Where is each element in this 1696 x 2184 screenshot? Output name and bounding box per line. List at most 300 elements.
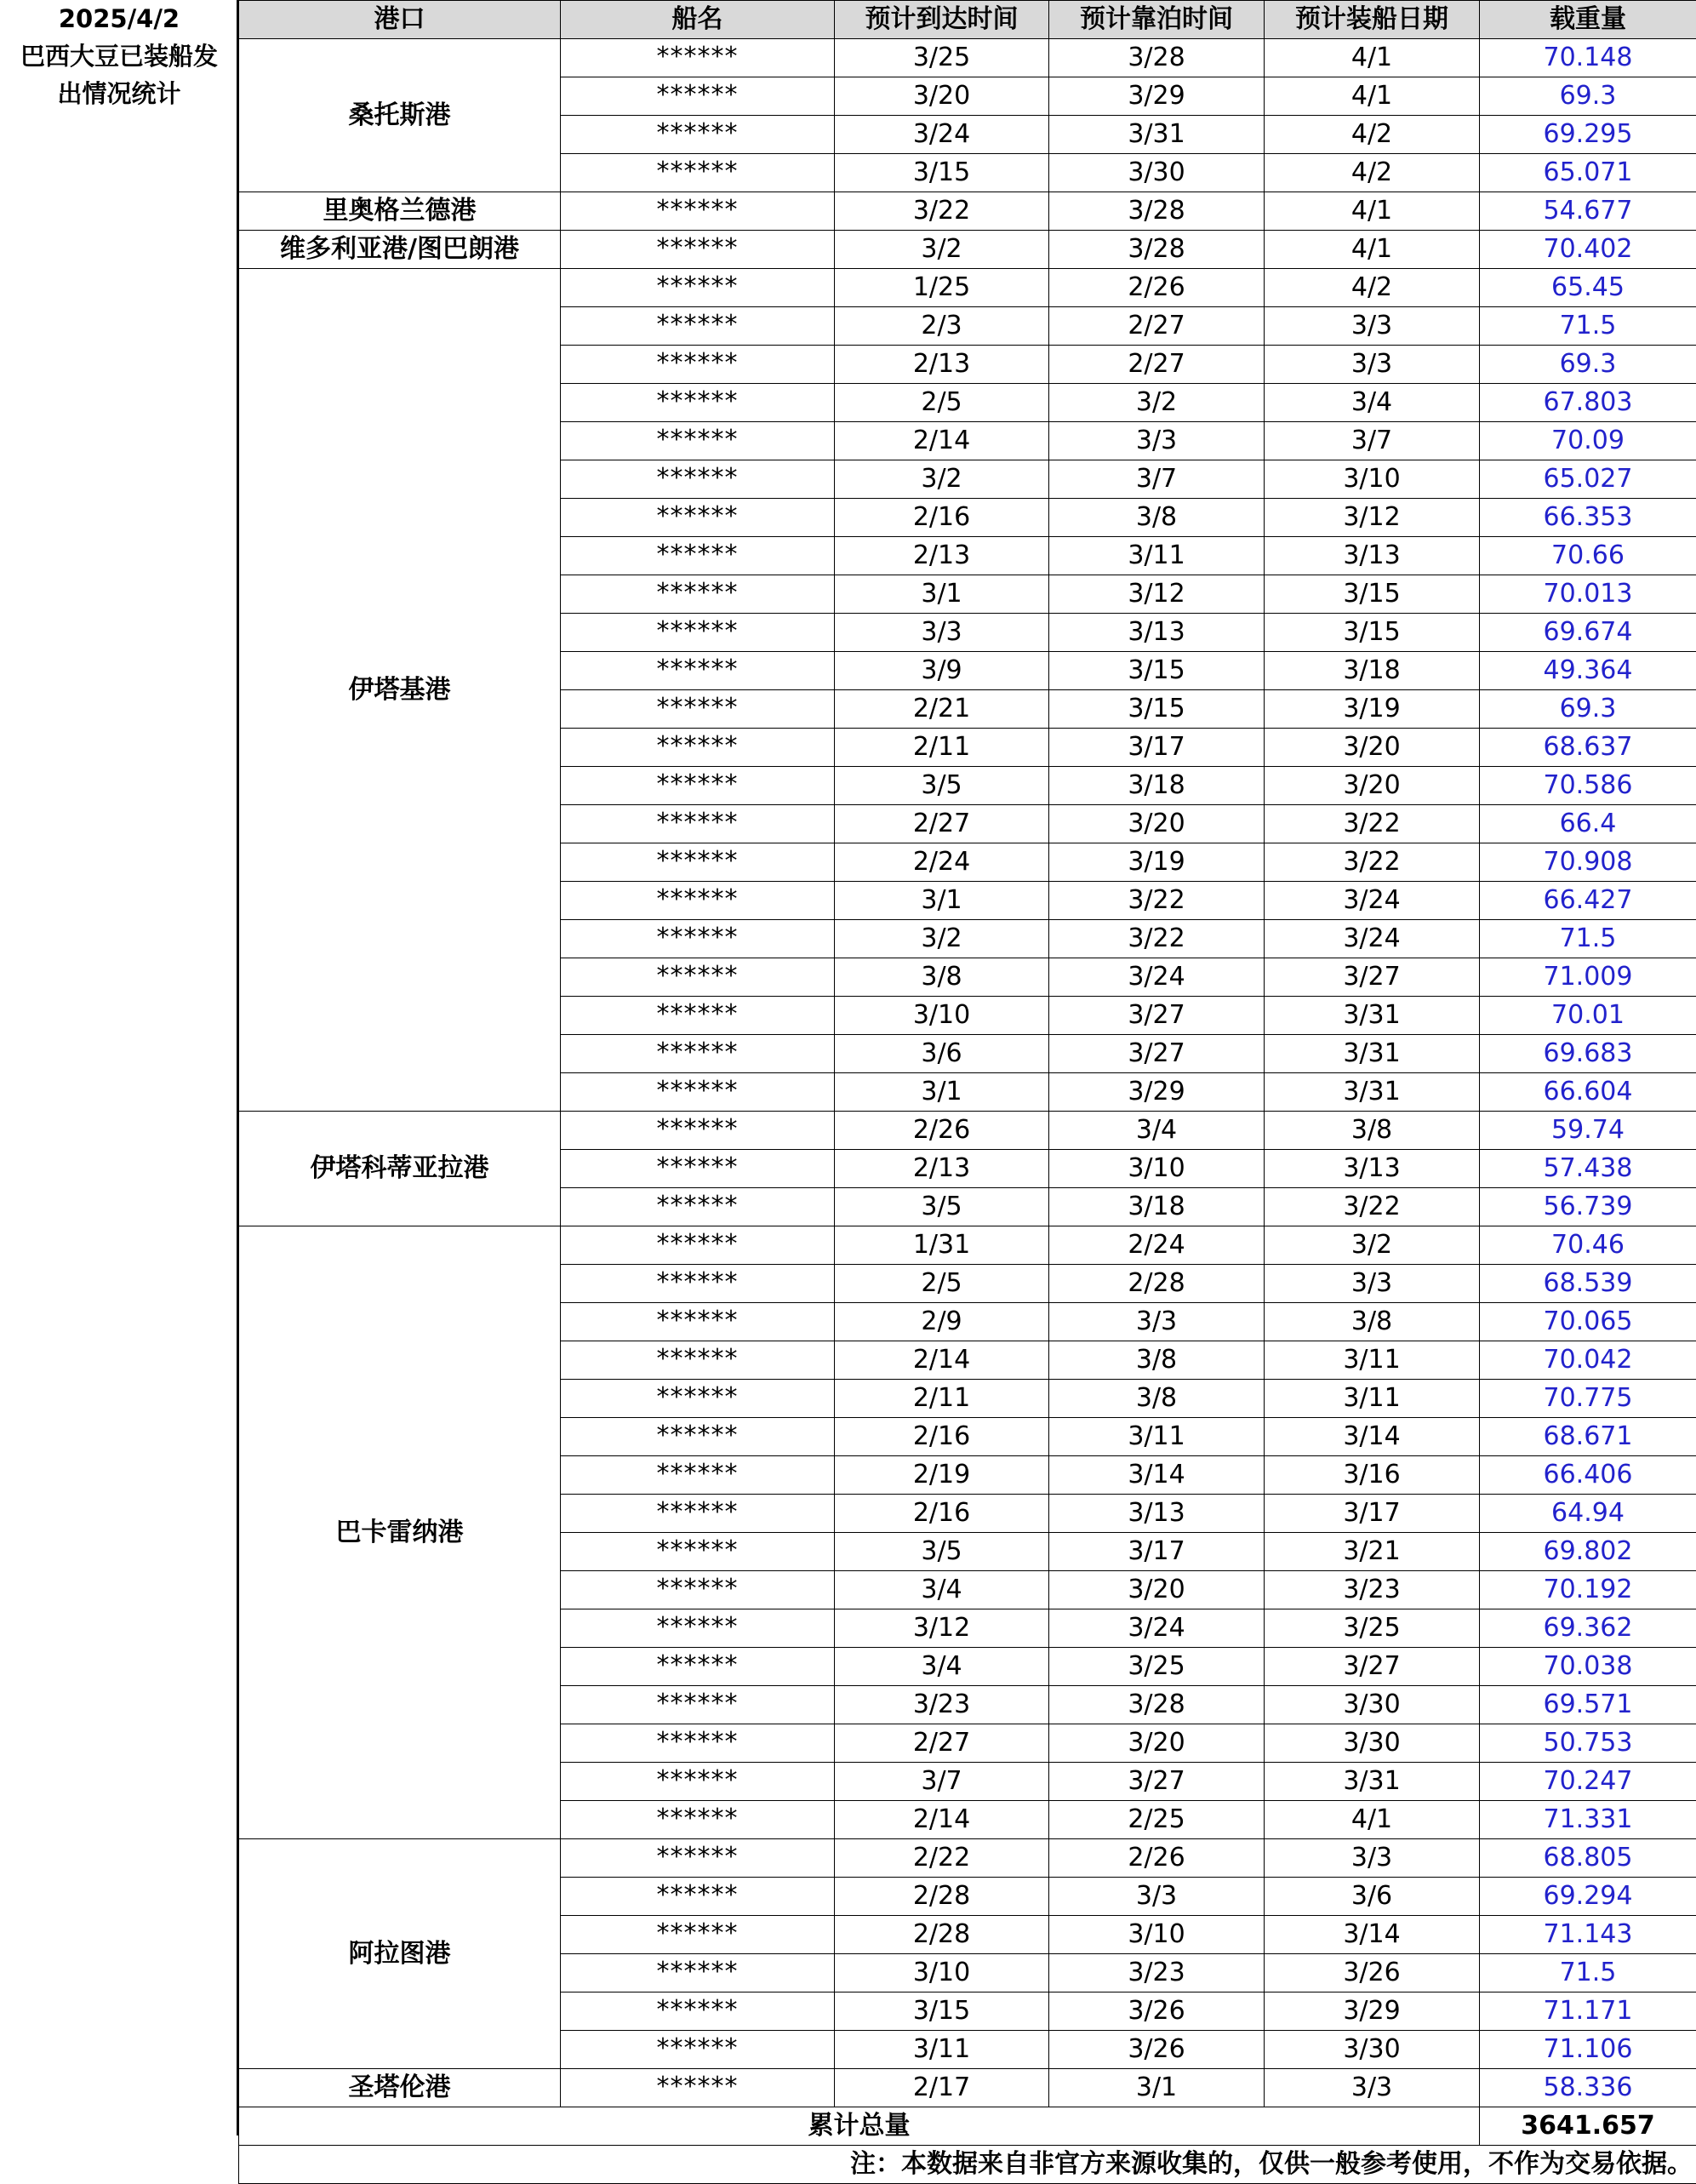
berth-time-cell: 3/15 xyxy=(1049,690,1265,729)
tonnage-cell: 70.908 xyxy=(1480,843,1696,882)
ship-name-cell: ****** xyxy=(561,1456,835,1495)
eta-cell: 2/16 xyxy=(835,1418,1049,1456)
tonnage-cell: 69.802 xyxy=(1480,1533,1696,1571)
table-row xyxy=(239,39,1696,77)
eta-cell: 2/9 xyxy=(835,1303,1049,1341)
tonnage-cell: 70.66 xyxy=(1480,537,1696,575)
eta-cell: 2/3 xyxy=(835,307,1049,346)
eta-cell: 2/27 xyxy=(835,805,1049,843)
berth-time-cell: 3/3 xyxy=(1049,422,1265,460)
berth-time-cell: 3/22 xyxy=(1049,882,1265,920)
loading-date-cell: 3/17 xyxy=(1265,1495,1480,1533)
eta-cell: 3/5 xyxy=(835,1188,1049,1226)
header-row xyxy=(239,1,1696,39)
loading-date-cell: 3/26 xyxy=(1265,1954,1480,1992)
table-row xyxy=(239,192,1696,231)
tonnage-cell: 70.402 xyxy=(1480,231,1696,269)
eta-cell: 3/1 xyxy=(835,575,1049,614)
port-cell: 里奥格兰德港 xyxy=(239,192,561,231)
tonnage-cell: 70.01 xyxy=(1480,997,1696,1035)
ship-name-cell: ****** xyxy=(561,1686,835,1724)
ship-name-cell: ****** xyxy=(561,154,835,192)
header-tonnage: 载重量 xyxy=(1480,1,1696,39)
ship-name-cell: ****** xyxy=(561,1724,835,1763)
eta-cell: 2/27 xyxy=(835,1724,1049,1763)
berth-time-cell: 3/27 xyxy=(1049,1763,1265,1801)
tonnage-cell: 69.295 xyxy=(1480,116,1696,154)
report-title-line1: 巴西大豆已装船发 xyxy=(0,37,238,75)
tonnage-cell: 71.143 xyxy=(1480,1916,1696,1954)
table-row xyxy=(239,231,1696,269)
tonnage-cell: 71.009 xyxy=(1480,958,1696,997)
berth-time-cell: 3/13 xyxy=(1049,1495,1265,1533)
eta-cell: 2/21 xyxy=(835,690,1049,729)
ship-name-cell: ****** xyxy=(561,1609,835,1648)
berth-time-cell: 3/2 xyxy=(1049,384,1265,422)
ship-name-cell: ****** xyxy=(561,1839,835,1878)
eta-cell: 2/24 xyxy=(835,843,1049,882)
tonnage-cell: 68.805 xyxy=(1480,1839,1696,1878)
berth-time-cell: 3/10 xyxy=(1049,1916,1265,1954)
tonnage-cell: 65.071 xyxy=(1480,154,1696,192)
berth-time-cell: 3/27 xyxy=(1049,1035,1265,1073)
ship-name-cell: ****** xyxy=(561,652,835,690)
eta-cell: 3/6 xyxy=(835,1035,1049,1073)
eta-cell: 3/23 xyxy=(835,1686,1049,1724)
tonnage-cell: 66.604 xyxy=(1480,1073,1696,1112)
eta-cell: 3/22 xyxy=(835,192,1049,231)
berth-time-cell: 3/24 xyxy=(1049,1609,1265,1648)
ship-name-cell: ****** xyxy=(561,614,835,652)
eta-cell: 3/24 xyxy=(835,116,1049,154)
ship-name-cell: ****** xyxy=(561,384,835,422)
eta-cell: 2/5 xyxy=(835,384,1049,422)
ship-name-cell: ****** xyxy=(561,460,835,499)
berth-time-cell: 3/24 xyxy=(1049,958,1265,997)
tonnage-cell: 68.637 xyxy=(1480,729,1696,767)
tonnage-cell: 70.775 xyxy=(1480,1380,1696,1418)
tonnage-cell: 57.438 xyxy=(1480,1150,1696,1188)
eta-cell: 2/11 xyxy=(835,1380,1049,1418)
berth-time-cell: 3/28 xyxy=(1049,231,1265,269)
loading-date-cell: 3/3 xyxy=(1265,1265,1480,1303)
table-row xyxy=(239,1226,1696,1265)
berth-time-cell: 3/29 xyxy=(1049,1073,1265,1112)
eta-cell: 3/9 xyxy=(835,652,1049,690)
ship-name-cell: ****** xyxy=(561,499,835,537)
ship-name-cell: ****** xyxy=(561,231,835,269)
tonnage-cell: 56.739 xyxy=(1480,1188,1696,1226)
loading-date-cell: 3/3 xyxy=(1265,1839,1480,1878)
berth-time-cell: 2/28 xyxy=(1049,1265,1265,1303)
ship-name-cell: ****** xyxy=(561,1341,835,1380)
tonnage-cell: 69.571 xyxy=(1480,1686,1696,1724)
berth-time-cell: 3/27 xyxy=(1049,997,1265,1035)
port-cell: 桑托斯港 xyxy=(239,39,561,192)
ship-name-cell: ****** xyxy=(561,843,835,882)
tonnage-cell: 70.038 xyxy=(1480,1648,1696,1686)
table-row xyxy=(239,269,1696,307)
loading-date-cell: 3/3 xyxy=(1265,346,1480,384)
ship-name-cell: ****** xyxy=(561,1916,835,1954)
eta-cell: 1/25 xyxy=(835,269,1049,307)
loading-date-cell: 3/3 xyxy=(1265,2069,1480,2107)
loading-date-cell: 3/10 xyxy=(1265,460,1480,499)
loading-date-cell: 3/19 xyxy=(1265,690,1480,729)
berth-time-cell: 3/20 xyxy=(1049,805,1265,843)
ship-name-cell: ****** xyxy=(561,537,835,575)
berth-time-cell: 2/26 xyxy=(1049,269,1265,307)
tonnage-cell: 69.362 xyxy=(1480,1609,1696,1648)
tonnage-cell: 68.539 xyxy=(1480,1265,1696,1303)
eta-cell: 2/19 xyxy=(835,1456,1049,1495)
tonnage-cell: 50.753 xyxy=(1480,1724,1696,1763)
ship-name-cell: ****** xyxy=(561,77,835,116)
ship-name-cell: ****** xyxy=(561,1533,835,1571)
port-cell: 伊塔科蒂亚拉港 xyxy=(239,1112,561,1226)
shipment-table xyxy=(238,0,1696,2184)
loading-date-cell: 3/16 xyxy=(1265,1456,1480,1495)
eta-cell: 3/25 xyxy=(835,39,1049,77)
eta-cell: 2/16 xyxy=(835,499,1049,537)
ship-name-cell: ****** xyxy=(561,1992,835,2031)
loading-date-cell: 3/6 xyxy=(1265,1878,1480,1916)
tonnage-cell: 58.336 xyxy=(1480,2069,1696,2107)
loading-date-cell: 3/24 xyxy=(1265,882,1480,920)
tonnage-cell: 59.74 xyxy=(1480,1112,1696,1150)
tonnage-cell: 71.171 xyxy=(1480,1992,1696,2031)
berth-time-cell: 3/30 xyxy=(1049,154,1265,192)
ship-name-cell: ****** xyxy=(561,1380,835,1418)
ship-name-cell: ****** xyxy=(561,1188,835,1226)
eta-cell: 3/11 xyxy=(835,2031,1049,2069)
tonnage-cell: 70.013 xyxy=(1480,575,1696,614)
berth-time-cell: 3/20 xyxy=(1049,1571,1265,1609)
berth-time-cell: 2/25 xyxy=(1049,1801,1265,1839)
berth-time-cell: 3/3 xyxy=(1049,1878,1265,1916)
ship-name-cell: ****** xyxy=(561,1571,835,1609)
ship-name-cell: ****** xyxy=(561,307,835,346)
eta-cell: 2/28 xyxy=(835,1916,1049,1954)
loading-date-cell: 3/11 xyxy=(1265,1341,1480,1380)
loading-date-cell: 3/27 xyxy=(1265,1648,1480,1686)
disclaimer-note: 注：本数据来自非官方来源收集的，仅供一般参考使用，不作为交易依据。 xyxy=(239,2146,1696,2184)
berth-time-cell: 3/20 xyxy=(1049,1724,1265,1763)
berth-time-cell: 3/18 xyxy=(1049,767,1265,805)
loading-date-cell: 3/31 xyxy=(1265,1763,1480,1801)
eta-cell: 3/2 xyxy=(835,231,1049,269)
ship-name-cell: ****** xyxy=(561,1954,835,1992)
tonnage-cell: 66.406 xyxy=(1480,1456,1696,1495)
loading-date-cell: 3/7 xyxy=(1265,422,1480,460)
eta-cell: 3/1 xyxy=(835,1073,1049,1112)
berth-time-cell: 3/23 xyxy=(1049,1954,1265,1992)
berth-time-cell: 3/14 xyxy=(1049,1456,1265,1495)
loading-date-cell: 3/21 xyxy=(1265,1533,1480,1571)
header-loading-date: 预计装船日期 xyxy=(1265,1,1480,39)
loading-date-cell: 3/30 xyxy=(1265,1686,1480,1724)
tonnage-cell: 69.3 xyxy=(1480,346,1696,384)
berth-time-cell: 3/31 xyxy=(1049,116,1265,154)
tonnage-cell: 71.5 xyxy=(1480,1954,1696,1992)
ship-name-cell: ****** xyxy=(561,575,835,614)
ship-name-cell: ****** xyxy=(561,882,835,920)
berth-time-cell: 3/1 xyxy=(1049,2069,1265,2107)
tonnage-cell: 71.5 xyxy=(1480,307,1696,346)
tonnage-cell: 69.683 xyxy=(1480,1035,1696,1073)
eta-cell: 1/31 xyxy=(835,1226,1049,1265)
berth-time-cell: 3/22 xyxy=(1049,920,1265,958)
eta-cell: 2/16 xyxy=(835,1495,1049,1533)
eta-cell: 3/5 xyxy=(835,767,1049,805)
ship-name-cell: ****** xyxy=(561,920,835,958)
eta-cell: 3/15 xyxy=(835,154,1049,192)
eta-cell: 2/26 xyxy=(835,1112,1049,1150)
berth-time-cell: 3/11 xyxy=(1049,537,1265,575)
port-cell: 伊塔基港 xyxy=(239,269,561,1112)
ship-name-cell: ****** xyxy=(561,997,835,1035)
eta-cell: 2/13 xyxy=(835,1150,1049,1188)
loading-date-cell: 3/2 xyxy=(1265,1226,1480,1265)
ship-name-cell: ****** xyxy=(561,2031,835,2069)
eta-cell: 3/7 xyxy=(835,1763,1049,1801)
tonnage-cell: 71.5 xyxy=(1480,920,1696,958)
berth-time-cell: 3/28 xyxy=(1049,39,1265,77)
loading-date-cell: 3/15 xyxy=(1265,575,1480,614)
loading-date-cell: 3/12 xyxy=(1265,499,1480,537)
loading-date-cell: 3/8 xyxy=(1265,1303,1480,1341)
table-row xyxy=(239,1112,1696,1150)
loading-date-cell: 3/11 xyxy=(1265,1380,1480,1418)
tonnage-cell: 70.065 xyxy=(1480,1303,1696,1341)
report-title-line2: 出情况统计 xyxy=(0,75,238,112)
tonnage-cell: 64.94 xyxy=(1480,1495,1696,1533)
tonnage-cell: 71.106 xyxy=(1480,2031,1696,2069)
eta-cell: 3/10 xyxy=(835,997,1049,1035)
berth-time-cell: 2/27 xyxy=(1049,346,1265,384)
tonnage-cell: 67.803 xyxy=(1480,384,1696,422)
eta-cell: 3/4 xyxy=(835,1571,1049,1609)
berth-time-cell: 3/8 xyxy=(1049,1341,1265,1380)
eta-cell: 3/15 xyxy=(835,1992,1049,2031)
berth-time-cell: 3/28 xyxy=(1049,192,1265,231)
loading-date-cell: 3/22 xyxy=(1265,843,1480,882)
eta-cell: 2/11 xyxy=(835,729,1049,767)
tonnage-cell: 69.674 xyxy=(1480,614,1696,652)
berth-time-cell: 3/25 xyxy=(1049,1648,1265,1686)
berth-time-cell: 3/8 xyxy=(1049,499,1265,537)
tonnage-cell: 54.677 xyxy=(1480,192,1696,231)
eta-cell: 3/3 xyxy=(835,614,1049,652)
berth-time-cell: 3/18 xyxy=(1049,1188,1265,1226)
berth-time-cell: 3/17 xyxy=(1049,729,1265,767)
loading-date-cell: 4/1 xyxy=(1265,39,1480,77)
loading-date-cell: 3/15 xyxy=(1265,614,1480,652)
table-row xyxy=(239,1839,1696,1878)
berth-time-cell: 3/7 xyxy=(1049,460,1265,499)
ship-name-cell: ****** xyxy=(561,729,835,767)
eta-cell: 2/17 xyxy=(835,2069,1049,2107)
eta-cell: 3/4 xyxy=(835,1648,1049,1686)
tonnage-cell: 70.192 xyxy=(1480,1571,1696,1609)
ship-name-cell: ****** xyxy=(561,1112,835,1150)
ship-name-cell: ****** xyxy=(561,116,835,154)
report-date: 2025/4/2 xyxy=(0,0,238,37)
header-ship-name: 船名 xyxy=(561,1,835,39)
berth-time-cell: 3/15 xyxy=(1049,652,1265,690)
berth-time-cell: 3/13 xyxy=(1049,614,1265,652)
table-row xyxy=(239,2069,1696,2107)
loading-date-cell: 3/22 xyxy=(1265,805,1480,843)
loading-date-cell: 3/20 xyxy=(1265,767,1480,805)
tonnage-cell: 68.671 xyxy=(1480,1418,1696,1456)
loading-date-cell: 4/1 xyxy=(1265,192,1480,231)
ship-name-cell: ****** xyxy=(561,1763,835,1801)
loading-date-cell: 3/8 xyxy=(1265,1112,1480,1150)
eta-cell: 3/12 xyxy=(835,1609,1049,1648)
loading-date-cell: 4/1 xyxy=(1265,1801,1480,1839)
tonnage-cell: 70.247 xyxy=(1480,1763,1696,1801)
loading-date-cell: 3/4 xyxy=(1265,384,1480,422)
loading-date-cell: 4/1 xyxy=(1265,77,1480,116)
berth-time-cell: 3/8 xyxy=(1049,1380,1265,1418)
ship-name-cell: ****** xyxy=(561,1035,835,1073)
ship-name-cell: ****** xyxy=(561,269,835,307)
ship-name-cell: ****** xyxy=(561,1801,835,1839)
ship-name-cell: ****** xyxy=(561,1878,835,1916)
berth-time-cell: 3/11 xyxy=(1049,1418,1265,1456)
tonnage-cell: 70.148 xyxy=(1480,39,1696,77)
loading-date-cell: 3/30 xyxy=(1265,2031,1480,2069)
loading-date-cell: 3/23 xyxy=(1265,1571,1480,1609)
ship-name-cell: ****** xyxy=(561,767,835,805)
ship-name-cell: ****** xyxy=(561,1418,835,1456)
loading-date-cell: 3/24 xyxy=(1265,920,1480,958)
berth-time-cell: 3/4 xyxy=(1049,1112,1265,1150)
header-port: 港口 xyxy=(239,1,561,39)
total-label: 累计总量 xyxy=(239,2107,1480,2146)
report-title xyxy=(0,0,238,2135)
ship-name-cell: ****** xyxy=(561,690,835,729)
eta-cell: 2/22 xyxy=(835,1839,1049,1878)
tonnage-cell: 70.586 xyxy=(1480,767,1696,805)
loading-date-cell: 4/2 xyxy=(1265,269,1480,307)
eta-cell: 2/13 xyxy=(835,346,1049,384)
eta-cell: 3/2 xyxy=(835,460,1049,499)
ship-name-cell: ****** xyxy=(561,192,835,231)
tonnage-cell: 66.427 xyxy=(1480,882,1696,920)
total-row xyxy=(239,2107,1696,2146)
eta-cell: 2/5 xyxy=(835,1265,1049,1303)
berth-time-cell: 3/26 xyxy=(1049,1992,1265,2031)
tonnage-cell: 69.3 xyxy=(1480,690,1696,729)
berth-time-cell: 2/26 xyxy=(1049,1839,1265,1878)
ship-name-cell: ****** xyxy=(561,958,835,997)
eta-cell: 3/8 xyxy=(835,958,1049,997)
berth-time-cell: 3/3 xyxy=(1049,1303,1265,1341)
eta-cell: 3/1 xyxy=(835,882,1049,920)
berth-time-cell: 3/28 xyxy=(1049,1686,1265,1724)
eta-cell: 2/14 xyxy=(835,1801,1049,1839)
ship-name-cell: ****** xyxy=(561,1648,835,1686)
port-cell: 圣塔伦港 xyxy=(239,2069,561,2107)
berth-time-cell: 3/29 xyxy=(1049,77,1265,116)
loading-date-cell: 3/3 xyxy=(1265,307,1480,346)
berth-time-cell: 3/10 xyxy=(1049,1150,1265,1188)
tonnage-cell: 66.4 xyxy=(1480,805,1696,843)
eta-cell: 2/14 xyxy=(835,422,1049,460)
header-berth-time: 预计靠泊时间 xyxy=(1049,1,1265,39)
eta-cell: 3/10 xyxy=(835,1954,1049,1992)
loading-date-cell: 3/22 xyxy=(1265,1188,1480,1226)
loading-date-cell: 3/14 xyxy=(1265,1916,1480,1954)
loading-date-cell: 3/13 xyxy=(1265,537,1480,575)
ship-name-cell: ****** xyxy=(561,1150,835,1188)
tonnage-cell: 69.3 xyxy=(1480,77,1696,116)
loading-date-cell: 3/25 xyxy=(1265,1609,1480,1648)
tonnage-cell: 65.027 xyxy=(1480,460,1696,499)
ship-name-cell: ****** xyxy=(561,346,835,384)
tonnage-cell: 70.042 xyxy=(1480,1341,1696,1380)
ship-name-cell: ****** xyxy=(561,1073,835,1112)
ship-name-cell: ****** xyxy=(561,1265,835,1303)
berth-time-cell: 3/19 xyxy=(1049,843,1265,882)
ship-name-cell: ****** xyxy=(561,422,835,460)
eta-cell: 2/28 xyxy=(835,1878,1049,1916)
tonnage-cell: 49.364 xyxy=(1480,652,1696,690)
tonnage-cell: 71.331 xyxy=(1480,1801,1696,1839)
tonnage-cell: 65.45 xyxy=(1480,269,1696,307)
ship-name-cell: ****** xyxy=(561,1226,835,1265)
eta-cell: 3/5 xyxy=(835,1533,1049,1571)
port-cell: 阿拉图港 xyxy=(239,1839,561,2069)
eta-cell: 2/14 xyxy=(835,1341,1049,1380)
loading-date-cell: 3/29 xyxy=(1265,1992,1480,2031)
berth-time-cell: 3/12 xyxy=(1049,575,1265,614)
berth-time-cell: 3/17 xyxy=(1049,1533,1265,1571)
header-eta: 预计到达时间 xyxy=(835,1,1049,39)
ship-name-cell: ****** xyxy=(561,1495,835,1533)
loading-date-cell: 3/20 xyxy=(1265,729,1480,767)
tonnage-cell: 66.353 xyxy=(1480,499,1696,537)
ship-name-cell: ****** xyxy=(561,1303,835,1341)
ship-name-cell: ****** xyxy=(561,805,835,843)
loading-date-cell: 4/1 xyxy=(1265,231,1480,269)
tonnage-cell: 69.294 xyxy=(1480,1878,1696,1916)
berth-time-cell: 2/24 xyxy=(1049,1226,1265,1265)
loading-date-cell: 3/13 xyxy=(1265,1150,1480,1188)
eta-cell: 3/2 xyxy=(835,920,1049,958)
loading-date-cell: 3/31 xyxy=(1265,1073,1480,1112)
loading-date-cell: 3/30 xyxy=(1265,1724,1480,1763)
port-cell: 巴卡雷纳港 xyxy=(239,1226,561,1839)
tonnage-cell: 70.09 xyxy=(1480,422,1696,460)
note-row xyxy=(239,2146,1696,2184)
loading-date-cell: 3/18 xyxy=(1265,652,1480,690)
tonnage-cell: 70.46 xyxy=(1480,1226,1696,1265)
loading-date-cell: 3/31 xyxy=(1265,997,1480,1035)
eta-cell: 2/13 xyxy=(835,537,1049,575)
loading-date-cell: 3/31 xyxy=(1265,1035,1480,1073)
loading-date-cell: 4/2 xyxy=(1265,154,1480,192)
port-cell: 维多利亚港/图巴朗港 xyxy=(239,231,561,269)
loading-date-cell: 3/27 xyxy=(1265,958,1480,997)
total-value: 3641.657 xyxy=(1480,2107,1696,2146)
loading-date-cell: 4/2 xyxy=(1265,116,1480,154)
berth-time-cell: 3/26 xyxy=(1049,2031,1265,2069)
loading-date-cell: 3/14 xyxy=(1265,1418,1480,1456)
eta-cell: 3/20 xyxy=(835,77,1049,116)
